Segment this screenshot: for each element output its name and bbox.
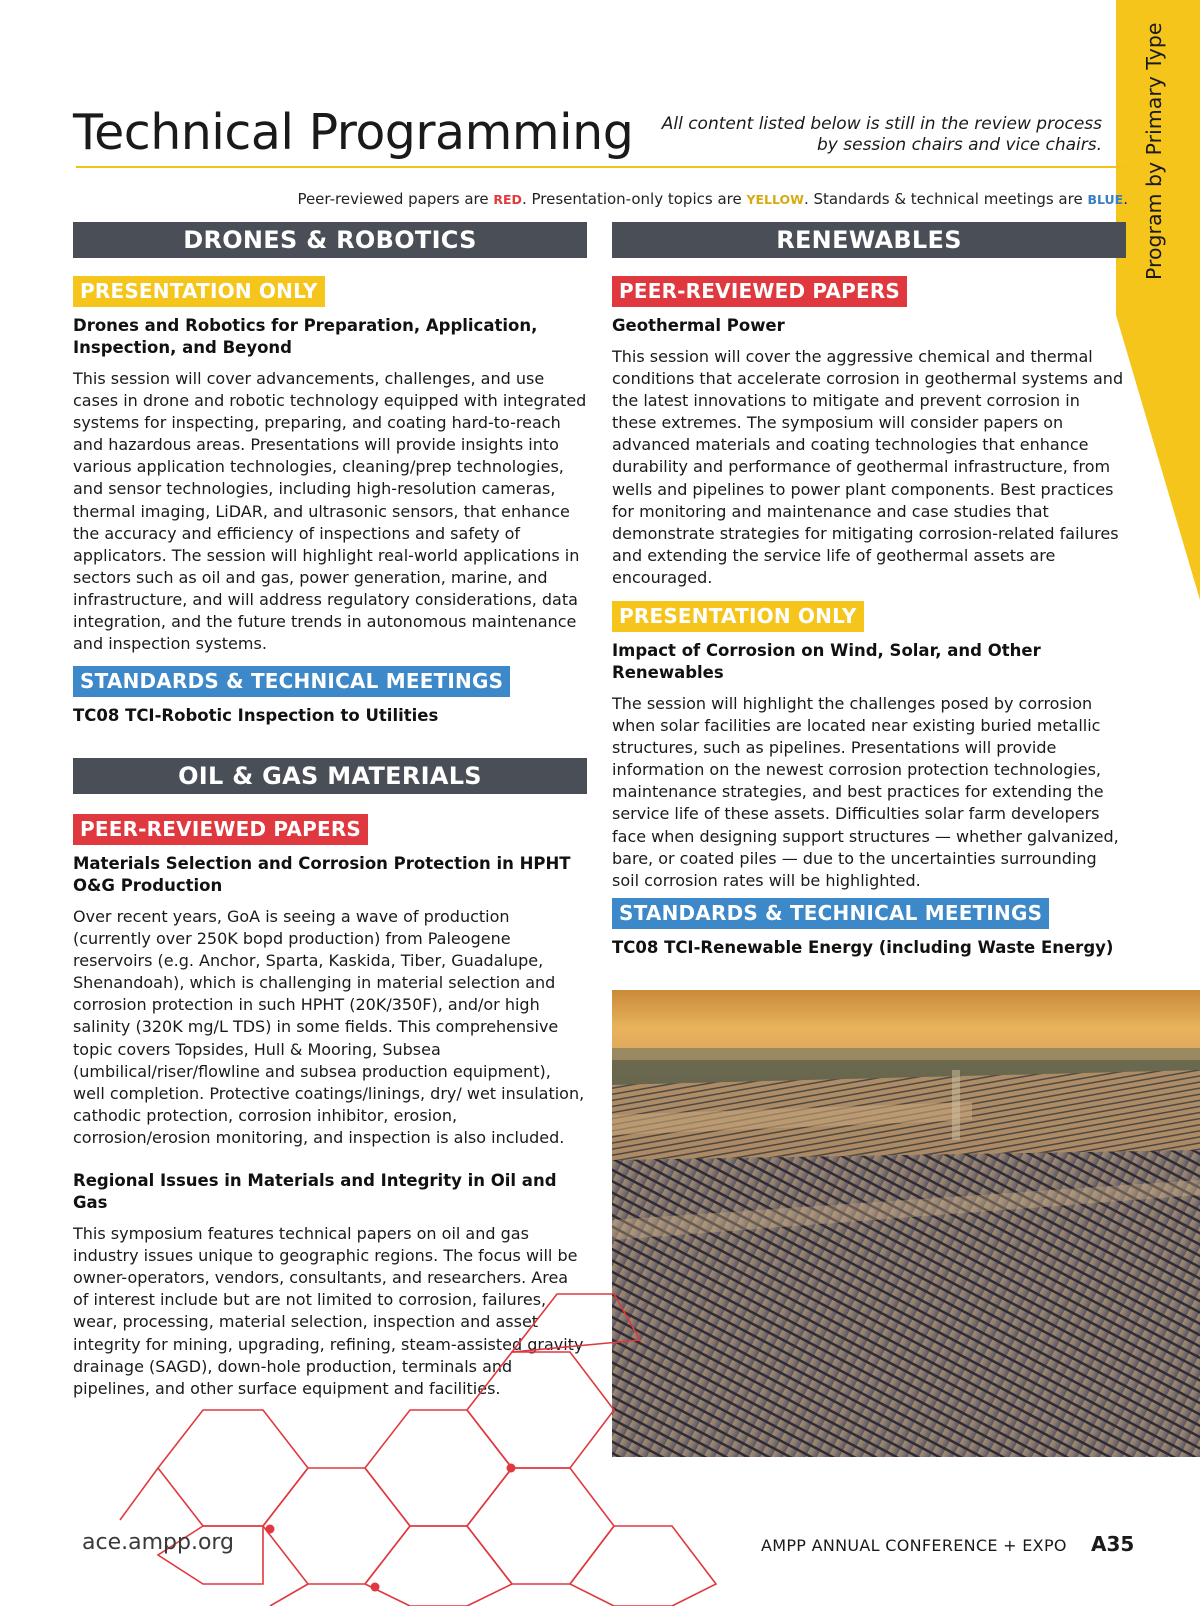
presentation-only-tag: PRESENTATION ONLY [73, 276, 325, 307]
session-title-regional: Regional Issues in Materials and Integrity in Oil and Gas [73, 1171, 557, 1213]
presentation-only-tag: PRESENTATION ONLY [612, 601, 864, 632]
oil-gas-section [73, 758, 587, 1400]
section-heading-oil-gas: OIL & GAS MATERIALS [73, 758, 587, 794]
session-body-hpht: Over recent years, GoA is seeing a wave of production (currently over 250K bopd production) from Paleogene reservoirs (e.g. Anchor, Sparta, Kaskida, Tiber, Guadalupe, Shenandoah), which is challenging in material selection and corrosion protection in such HPHT (20K/350F), and/or high salinity (320K mg/L TDS) in some fields. This comprehensive topic covers Topsides, Hull & Mooring, Subsea (umbilical/riser/flowline and subsea production equipment), well completion. Protective coatings/linings, dry/ wet insulation, cathodic protection, corrosion inhibitor, erosion, corrosion/erosion monitoring, and inspection is also included. [73, 907, 585, 1147]
color-legend [297, 190, 1128, 208]
standards-item-renewable: TC08 TCI-Renewable Energy (including Waste Energy) [612, 938, 1114, 957]
legend-suffix: . [1123, 190, 1128, 208]
session-body-drones: This session will cover advancements, challenges, and use cases in drone and robotic technology equipped with integrated systems for inspecting, preparing, and coating hard-to-reach and hazardous areas. Presentations will provide insights into various application technologies, cleaning/prep technologies, and sensor technologies, including high-resolution cameras, thermal imaging, LiDAR, and ultrasonic sensors, that enhance the accuracy and efficiency of inspections and safety of applicators. The session will highlight real-world applications in sectors such as oil and gas, power generation, marine, and infrastructure, and will address regulatory considerations, data integration, and the future trends in autonomous maintenance and inspection systems. [73, 369, 587, 654]
section-heading-renewables: RENEWABLES [612, 222, 1126, 258]
drones-robotics-section [73, 222, 587, 655]
renewables-presentation-block [612, 601, 1126, 892]
legend-yellow: YELLOW [746, 192, 804, 207]
session-title-hpht: Materials Selection and Corrosion Protection in HPHT O&G Production [73, 854, 571, 895]
legend-mid-2: . Standards & technical meetings are [803, 190, 1088, 208]
review-note [642, 114, 1102, 156]
session-title-impact: Impact of Corrosion on Wind, Solar, and Other Renewables [612, 641, 1041, 682]
review-note-line-1: All content listed below is still in the review process [661, 114, 1102, 134]
review-note-line-2: by session chairs and vice chairs. [817, 135, 1102, 155]
renewables-standards-block [612, 898, 1126, 959]
footer-conference-name: AMPP ANNUAL CONFERENCE + EXPO [761, 1536, 1067, 1555]
footer-url[interactable]: ace.ampp.org [82, 1530, 235, 1555]
session-title-drones: Drones and Robotics for Preparation, Application, Inspection, and Beyond [73, 316, 538, 357]
page-number: A35 [1091, 1532, 1135, 1556]
section-heading-drones: DRONES & ROBOTICS [73, 222, 587, 258]
session-title-geothermal: Geothermal Power [612, 316, 785, 335]
standards-item-robotic: TC08 TCI-Robotic Inspection to Utilities [73, 706, 439, 725]
legend-mid-1: . Presentation-only topics are [521, 190, 747, 208]
legend-prefix: Peer-reviewed papers are [297, 190, 494, 208]
session-body-impact: The session will highlight the challenges posed by corrosion when solar facilities are located near existing buried metallic structures, such as pipelines. Presentations will provide information on the newest corrosion protection technologies, maintenance strategies, and best practices for extending the service life of these assets. Difficulties solar farm developers face when designing support structures — whether galvanized, bare, or coated piles — due to the uncertainties surrounding soil corrosion rates will be highlighted. [612, 694, 1119, 890]
standards-tag: STANDARDS & TECHNICAL MEETINGS [73, 666, 510, 697]
side-tab-label: Program by Primary Type [1142, 22, 1166, 280]
session-body-geothermal: This session will cover the aggressive chemical and thermal conditions that accelerate corrosion in geothermal systems and the latest innovations to mitigate and prevent corrosion in these extremes. The symposium will consider papers on advanced materials and coating technologies that enhance durability and performance of geothermal infrastructure, from wells and pipelines to power plant components. Best practices for monitoring and maintenance and case studies that demonstrate strategies for mitigating corrosion-related failures and extending the service life of geothermal assets are encouraged. [612, 347, 1124, 587]
peer-reviewed-tag: PEER-REVIEWED PAPERS [73, 814, 368, 845]
session-body-regional: This symposium features technical papers on oil and gas industry issues unique to geographic regions. The focus will be owner-operators, vendors, consultants, and researchers. Area of interest include but are not limited to corrosion, failures, wear, processing, material selection, inspection and asset integrity for mining, upgrading, refining, steam-assisted gravity drainage (SAGD), down-hole production, terminals and pipelines, and other surface equipment and facilities. [73, 1224, 584, 1398]
renewables-section [612, 222, 1126, 589]
standards-tag: STANDARDS & TECHNICAL MEETINGS [612, 898, 1049, 929]
title-rule [76, 166, 1126, 168]
legend-red: RED [493, 192, 522, 207]
drones-standards-block [73, 666, 587, 727]
solar-farm-photo [612, 990, 1200, 1457]
legend-blue: BLUE [1087, 192, 1124, 207]
page-title: Technical Programming [73, 104, 634, 161]
peer-reviewed-tag: PEER-REVIEWED PAPERS [612, 276, 907, 307]
